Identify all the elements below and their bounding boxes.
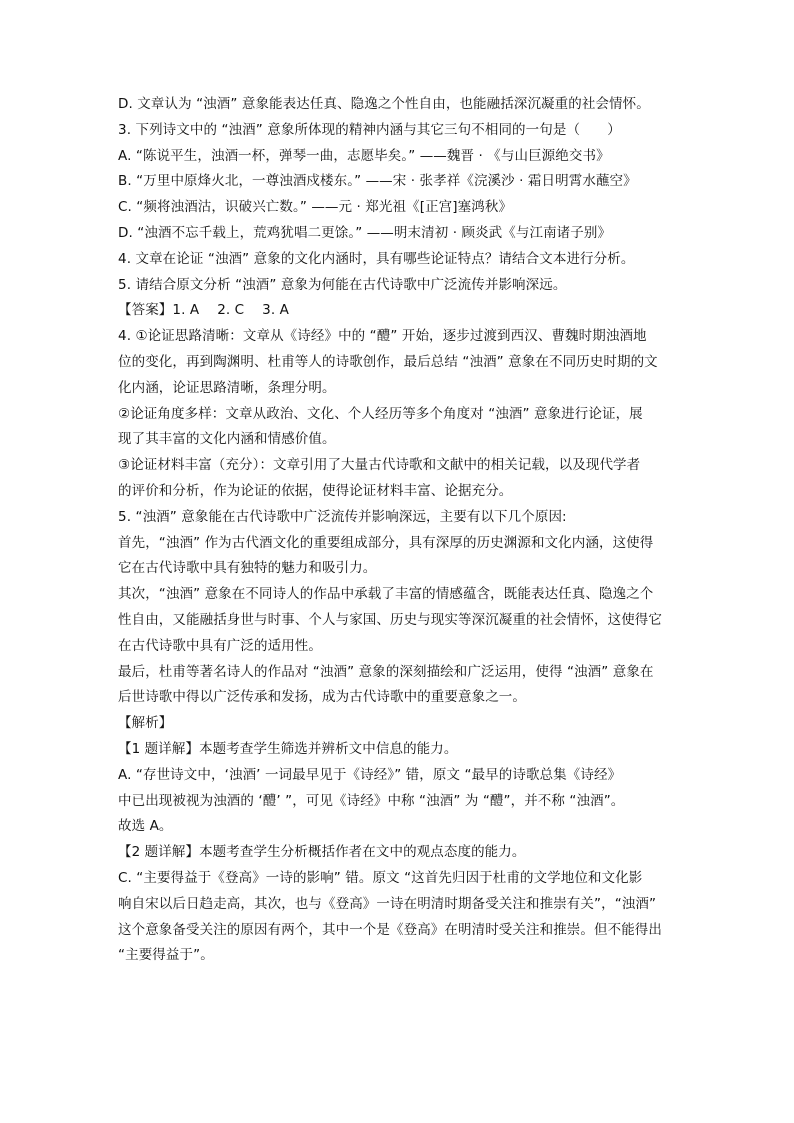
answer-5-line-2: 首先，“浊酒” 作为古代酒文化的重要组成部分，具有深厚的历史渊源和文化内涵，这使得 (118, 534, 654, 551)
q3-option-c: C. “频将浊酒沽，识破兴亡数。” ——元 · 郑光祖《[正宫]塞鸿秋》 (118, 199, 513, 216)
analysis-1-line-1: A. “存世诗文中，‘浊酒’ 一词最早见于《诗经》” 错，原文 “最早的诗歌总集《诗经》 (118, 766, 622, 783)
option-d-text: D. 文章认为 “浊酒” 意象能表达任真、隐逸之个性自由，也能融括深沉凝重的社会情怀。 (118, 96, 650, 112)
analysis-heading: 【解析】 (118, 715, 173, 732)
analysis-1-heading: 【1 题详解】本题考查学生筛选并辨析文中信息的能力。 (118, 740, 458, 757)
document-body (118, 92, 686, 969)
answer-5-line-1: 5. “浊酒” 意象能在古代诗歌中广泛流传并影响深远，主要有以下几个原因: (118, 508, 567, 525)
answer-4-line-4: ②论证角度多样：文章从政治、文化、个人经历等多个角度对 “浊酒” 意象进行论证，展 (118, 405, 643, 422)
q3-option-d: D. “浊酒不忘千载上，荒鸡犹唱二更馀。” ——明末清初 · 顾炎武《与江南诸子别》 (118, 224, 612, 241)
answer-5-line-6: 在古代诗歌中具有广泛的适用性。 (118, 637, 322, 654)
answer-heading: 【答案】1. A 2. C 3. A (118, 302, 289, 319)
answer-4-line-5: 现了其丰富的文化内涵和情感价值。 (118, 431, 336, 448)
analysis-2-line-4: “主要得益于”。 (118, 947, 214, 964)
answer-5-line-4: 其次，“浊酒” 意象在不同诗人的作品中承载了丰富的情感蕴含，既能表达任真、隐逸之个 (118, 586, 654, 603)
analysis-2-line-2: 响自宋以后日趋走高，其次，也与《登高》一诗在明清时期备受关注和推崇有关”，“浊酒” (118, 895, 657, 912)
question-3: 3. 下列诗文中的 “浊酒” 意象所体现的精神内涵与其它三句不相同的一句是（ ） (118, 121, 621, 138)
answer-5-line-5: 性自由，又能融括身世与时事、个人与家国、历史与现实等深沉凝重的社会情怀，这使得它 (118, 611, 662, 628)
answer-4-line-3: 化内涵，论证思路清晰，条理分明。 (118, 379, 336, 396)
answer-5-line-7: 最后，杜甫等著名诗人的作品对 “浊酒” 意象的深刻描绘和广泛运用，使得 “浊酒” 意象在 (118, 663, 654, 680)
answer-4-line-7: 的评价和分析，作为论证的依据，使得论证材料丰富、论据充分。 (118, 482, 513, 499)
analysis-1-line-2: 中已出现被视为浊酒的 ‘醴’ ”，可见《诗经》中称 “浊酒” 为 “醴”，并不称 “浊酒”。 (118, 792, 625, 809)
analysis-1-line-3: 故选 A。 (118, 818, 173, 835)
answer-4-line-1: 4. ①论证思路清晰：文章从《诗经》中的 “醴” 开始，逐步过渡到西汉、曹魏时期浊酒地 (118, 328, 647, 345)
answer-5-line-3: 它在古代诗歌中具有独特的魅力和吸引力。 (118, 560, 377, 577)
question-4: 4. 文章在论证 “浊酒” 意象的文化内涵时，具有哪些论证特点？请结合文本进行分析。 (118, 250, 635, 267)
q3-option-b: B. “万里中原烽火北，一尊浊酒戍楼东。” ——宋 · 张孝祥《浣溪沙 · 霜日明霄水蘸空》 (118, 173, 637, 190)
analysis-2-line-3: 这个意象备受关注的原因有两个，其中一个是《登高》在明清时受关注和推崇。但不能得出 (118, 921, 662, 938)
answer-4-line-6: ③论证材料丰富（充分）：文章引用了大量古代诗歌和文献中的相关记载，以及现代学者 (118, 457, 641, 474)
q3-option-a: A. “陈说平生，浊酒一杯，弹琴一曲，志愿毕矣。” ——魏晋 · 《与山巨源绝交书》 (118, 147, 610, 164)
analysis-2-heading: 【2 题详解】本题考查学生分析概括作者在文中的观点态度的能力。 (118, 844, 526, 861)
analysis-2-line-1: C. “主要得益于《登高》一诗的影响” 错。原文 “这首先归因于杜甫的文学地位和文化影 (118, 869, 643, 886)
answer-4-line-2: 位的变化，再到陶渊明、杜甫等人的诗歌创作，最后总结 “浊酒” 意象在不同历史时期的文 (118, 353, 658, 370)
answer-5-line-8: 后世诗歌中得以广泛传承和发扬，成为古代诗歌中的重要意象之一。 (118, 689, 526, 706)
question-5: 5. 请结合原文分析 “浊酒” 意象为何能在古代诗歌中广泛流传并影响深远。 (118, 276, 567, 293)
